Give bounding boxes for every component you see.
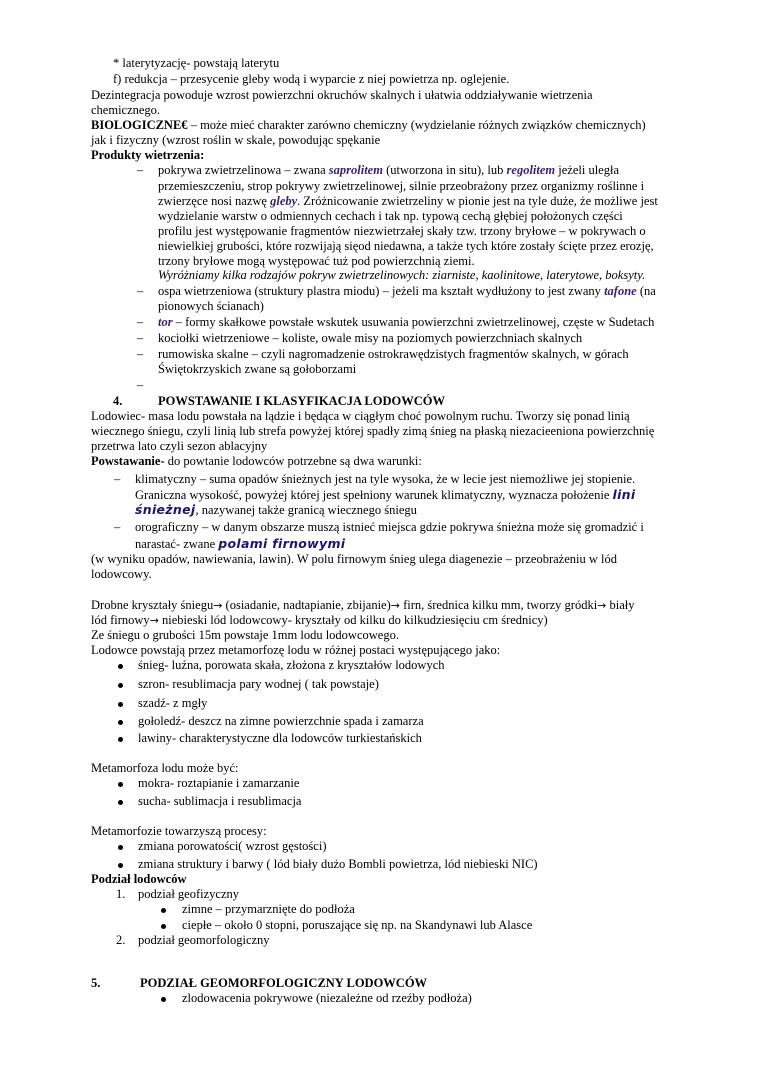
keyword: tor [158, 315, 173, 329]
list-item [158, 315, 654, 331]
dash-bullet: – [114, 520, 121, 534]
keyword: regolitem [506, 163, 556, 177]
bullet-dot [118, 800, 123, 805]
list-item: zmiana porowatości( wzrost gęstości) [138, 839, 327, 853]
text-line: Wyróżniamy kilka rodzajów pokryw zwietrzelinowych: ziarniste, kaolinitowe, laterytowe, boksyty. [158, 268, 646, 282]
bullet-dot [118, 845, 123, 850]
arrow-icon: → [390, 599, 400, 612]
list-item [158, 163, 619, 179]
text-span: biały [606, 598, 635, 612]
list-item: sucha- sublimacja i resublimacja [138, 794, 302, 808]
section-number: 5. [91, 976, 101, 990]
text-span: (na [636, 284, 656, 298]
text-line: Dezintegracja powoduje wzrost powierzchni okruchów skalnych i ułatwia oddziaływanie wietrzenia [91, 88, 593, 102]
text-line: Lodowce powstają przez metamorfozę lodu w różnej postaci występującego jako: [91, 643, 501, 657]
text-line: jak i fizyczny (wzrost roślin w skale, powodując spękanie [91, 133, 381, 147]
bold-term: BIOLOGICZNE€ [91, 118, 188, 132]
list-item: kociołki wietrzeniowe – koliste, owale misy na poziomych powierzchniach skalnych [158, 331, 583, 345]
arrow-icon: → [597, 599, 607, 612]
bullet-dot [161, 997, 166, 1002]
list-item: szadź- z mgły [138, 696, 208, 710]
dash-bullet: – [137, 347, 144, 361]
list-item: szron- resublimacja pary wodnej ( tak powstaje) [138, 677, 379, 691]
text-line: (w wyniku opadów, nawiewania, lawin). W polu firnowym śnieg ulega diagenezie – przeobrażeniu w lód [91, 552, 618, 566]
bullet-dot [118, 720, 123, 725]
text-span: pokrywa zwietrzelinowa – zwana [158, 163, 329, 177]
text-line: pionowych ścianach) [158, 299, 264, 313]
text-line: profilu jest występowanie fragmentów niezwietrzałej skały tzw. trzony bryłowe – w pokrywach o [158, 224, 646, 238]
text-line: * laterytyzację- powstają laterytu [113, 56, 280, 70]
text-line: Ze śniegu o grubości 15m powstaje 1mm lodu lodowcowego. [91, 628, 399, 642]
list-item: zmiana struktury i barwy ( lód biały dużo Bombli powietrza, lód niebieski NIC) [138, 857, 538, 871]
text-line: niewielkiej grubości, które rozwijają sięod niedawna, a także tych które zostały ścięte przez erozję, [158, 239, 654, 253]
bullet-dot [118, 683, 123, 688]
text-span: zwierzęce nosi nazwę [158, 194, 271, 208]
text-line: Metamorfozie towarzyszą procesy: [91, 824, 267, 838]
text-line [91, 613, 548, 629]
keyword: lini [612, 487, 636, 502]
list-item: zimne – przymarznięte do podłoża [182, 902, 355, 916]
dash-bullet: – [137, 284, 144, 298]
list-item: podział geomorfologiczny [138, 933, 270, 947]
bullet-dot [118, 664, 123, 669]
bold-term: Powstawanie- [91, 454, 165, 468]
dash-bullet: – [137, 163, 144, 177]
list-item: podział geofizyczny [138, 887, 239, 901]
section-heading: PODZIAŁ GEOMORFOLOGICZNY LODOWCÓW [140, 976, 428, 990]
text-span: Graniczna wysokość, powyżej której jest spełniony warunek klimatyczny, wyznacza położenie [135, 488, 613, 502]
text-line: trzony bryłowe mogą występować tuż pod powierzchnią ziemi. [158, 254, 475, 268]
bullet-dot [161, 908, 166, 913]
list-item: lawiny- charakterystyczne dla lodowców turkiestańskich [138, 731, 422, 745]
section-number: 4. [113, 394, 123, 408]
section-heading: Produkty wietrzenia: [91, 148, 205, 162]
keyword: gleby [270, 194, 298, 208]
text-span: niebieski lód lodowcowy- kryształy od kilku do kilkudziesięciu cm średnicy) [158, 613, 548, 627]
list-item: orograficzny – w danym obszarze muszą istnieć miejsca gdzie pokrywa śnieżna może się gromadzić i [135, 520, 644, 534]
list-item: zlodowacenia pokrywowe (niezależne od rzeźby podłoża) [182, 991, 472, 1005]
list-item: mokra- roztapianie i zamarzanie [138, 776, 300, 790]
text-span: , nazywanej także granicą wiecznego śniegu [195, 503, 417, 517]
text-span: narastać- zwane [135, 537, 219, 551]
text-line: lodowcowy. [91, 567, 152, 581]
section-heading: POWSTAWANIE I KLASYFIKACJA LODOWCÓW [158, 394, 445, 408]
text-line: przetrwa lato czyli sezon ablacyjny [91, 439, 268, 453]
list-number: 1. [116, 887, 126, 901]
section-heading: Podział lodowców [91, 872, 187, 886]
text-span: – może mieć charakter zarówno chemiczny (wydzielanie różnych związków chemicznych) [187, 118, 646, 132]
text-span: do powtanie lodowców potrzebne są dwa warunki: [164, 454, 422, 468]
arrow-icon: → [149, 614, 159, 627]
dash-bullet: – [137, 331, 144, 345]
text-line: przemieszczeniu, strop pokrywy zwietrzelinowej, silnie przeobrażony przez organizmy roślinne i [158, 179, 645, 193]
text-span: ospa wietrzeniowa (struktury plastra miodu) – jeżeli ma kształt wydłużony to jest zwany [158, 284, 605, 298]
text-line: Lodowiec- masa lodu powstała na lądzie i będąca w ciągłym choć powolnym ruchu. Tworzy się ponad linią [91, 409, 630, 423]
list-item: śnieg- luźna, porowata skała, złożona z kryształów lodowych [138, 658, 445, 672]
bullet-dot [118, 737, 123, 742]
text-line: wiecznego śniegu, czyli linią lub strefa powyżej której spadły zimą śnieg na płaską niezacieeniona powierzchnię [91, 424, 655, 438]
list-item: klimatyczny – suma opadów śnieżnych jest na tyle wysoka, że w lecie jest niemożliwe jej stopienie. [135, 472, 636, 486]
text-line [135, 502, 417, 519]
text-span: Drobne kryształy śniegu [91, 598, 214, 612]
list-item [158, 284, 656, 300]
text-span: jeżeli uległa [555, 163, 619, 177]
text-line [91, 118, 646, 134]
text-line [91, 598, 635, 614]
text-line: chemicznego. [91, 103, 161, 117]
keyword: polami firnowymi [218, 536, 346, 551]
text-span: (utworzona in situ), lub [382, 163, 507, 177]
text-line: Świętokrzyskich zwane są gołoborzami [158, 362, 357, 376]
text-line [135, 536, 345, 553]
keyword: saprolitem [328, 163, 383, 177]
text-line: wydzielanie warstw o odmiennych cechach i tak np. typową cechą głębiej położonych części [158, 209, 623, 223]
text-span: . Zróżnicowanie zwietrzeliny w pionie jest na tyle duże, że możliwe jest [297, 194, 658, 208]
text-span: firn, średnica kilku mm, tworzy gródki [399, 598, 598, 612]
list-item: gołoledź- deszcz na zimne powierzchnie spada i zamarza [138, 714, 424, 728]
keyword: śnieżnej [135, 502, 196, 517]
dash-bullet: – [114, 472, 121, 486]
list-number: 2. [116, 933, 126, 947]
text-span: (osiadanie, nadtapianie, zbijanie) [222, 598, 391, 612]
text-line [91, 454, 422, 470]
bullet-dot [118, 702, 123, 707]
bullet-dot [118, 863, 123, 868]
arrow-icon: → [213, 599, 223, 612]
text-span: – formy skałkowe powstałe wskutek usuwania powierzchni zwietrzelinowej, częste w Sudetach [172, 315, 655, 329]
list-item: ciepłe – około 0 stopni, poruszające się np. na Skandynawi lub Alasce [182, 918, 533, 932]
dash-bullet: – [137, 378, 144, 392]
keyword: tafone [604, 284, 637, 298]
bullet-dot [161, 924, 166, 929]
text-span: lód firnowy [91, 613, 150, 627]
text-line [158, 194, 658, 210]
text-line: f) redukcja – przesycenie gleby wodą i wyparcie z niej powietrza np. oglejenie. [113, 72, 510, 86]
dash-bullet: – [137, 315, 144, 329]
text-line: Metamorfoza lodu może być: [91, 761, 239, 775]
list-item: rumowiska skalne – czyli nagromadzenie ostrokrawędzistych fragmentów skalnych, w górach [158, 347, 629, 361]
bullet-dot [118, 782, 123, 787]
